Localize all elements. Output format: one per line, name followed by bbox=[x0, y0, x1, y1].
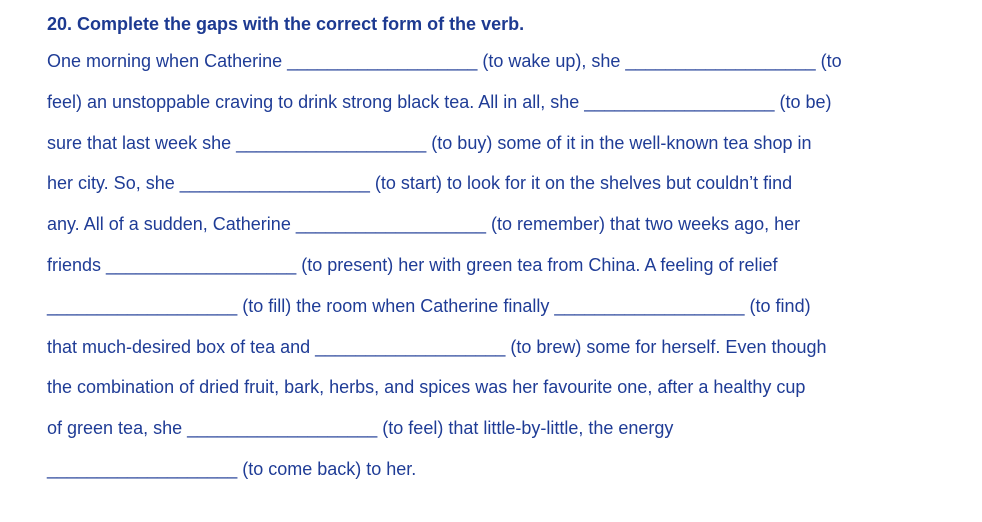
exercise-text-line-5: any. All of a sudden, Catherine ___________________ (to remember) that two weeks ago, her bbox=[47, 214, 801, 235]
exercise-text-line-10: of green tea, she ___________________ (to feel) that little-by-little, the energy bbox=[47, 418, 674, 439]
exercise-text-line-11: ___________________ (to come back) to her. bbox=[47, 458, 417, 479]
exercise-text-line-2: feel) an unstoppable craving to drink strong black tea. All in all, she ___________________ (to be) bbox=[47, 91, 832, 112]
exercise-text-line-7: ___________________ (to fill) the room when Catherine finally ___________________ (to find) bbox=[47, 295, 811, 316]
exercise-text-line-6: friends ___________________ (to present) her with green tea from China. A feeling of relief bbox=[47, 254, 778, 275]
exercise-title: 20. Complete the gaps with the correct form of the verb. bbox=[47, 14, 525, 34]
exercise-text-line-1: One morning when Catherine ___________________ (to wake up), she ___________________ (to bbox=[47, 51, 842, 71]
exercise-text-line-9: the combination of dried fruit, bark, herbs, and spices was her favourite one, after a healthy cup bbox=[47, 377, 806, 398]
exercise-text-line-4: her city. So, she ___________________ (to start) to look for it on the shelves but couldn’t find bbox=[47, 173, 793, 194]
exercise-text-line-8: that much-desired box of tea and ___________________ (to brew) some for herself. Even though bbox=[47, 336, 827, 357]
exercise-text-line-3: sure that last week she ___________________ (to buy) some of it in the well-known tea shop in bbox=[47, 132, 812, 153]
exercise-section bbox=[47, 10, 947, 490]
